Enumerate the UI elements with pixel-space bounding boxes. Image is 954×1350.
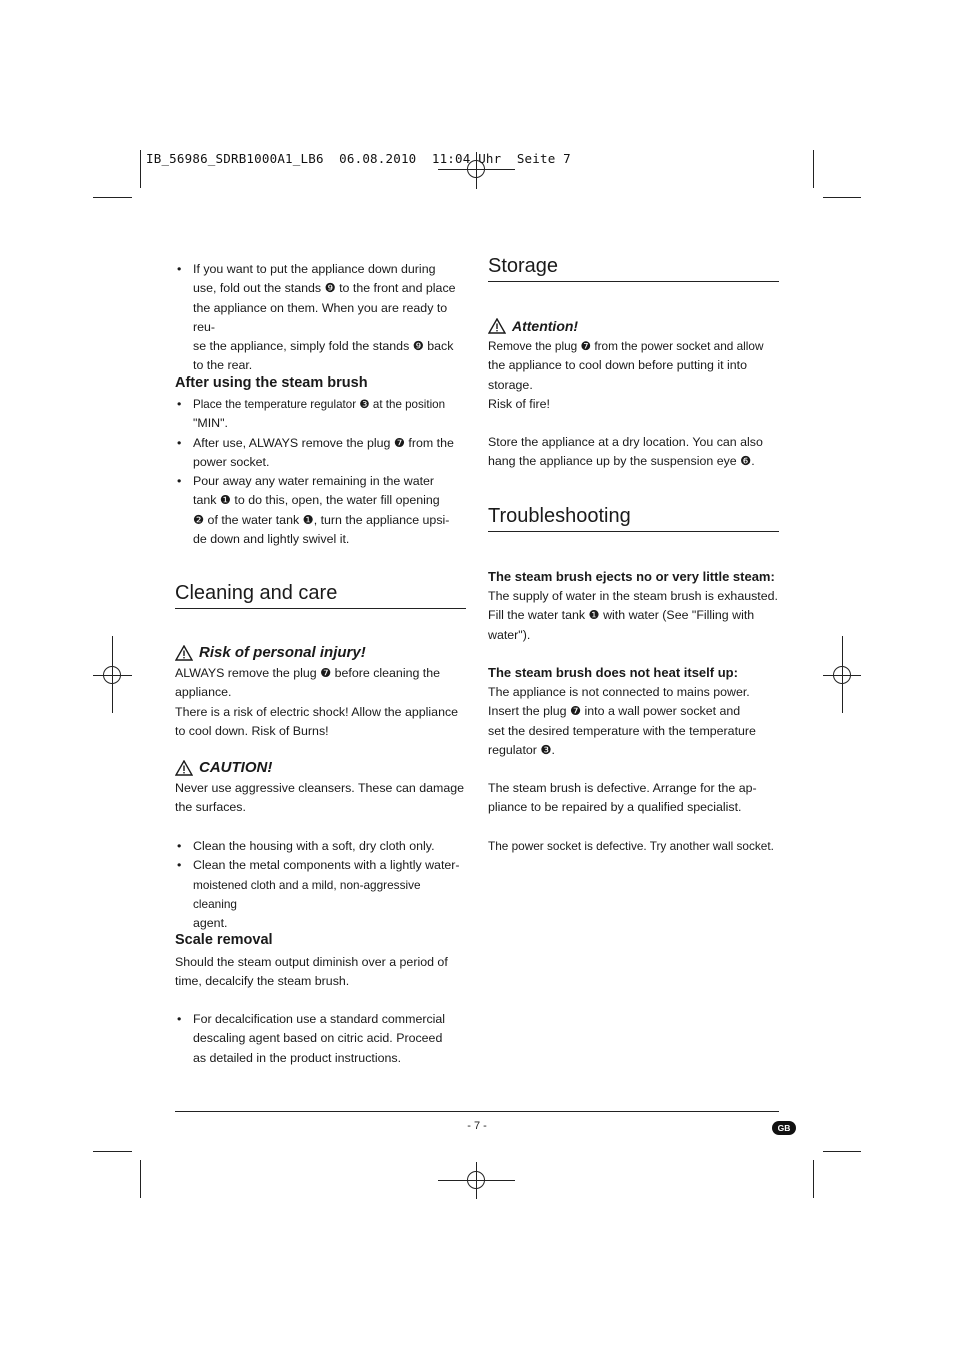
list-item: • Pour away any water remaining in the water tank ❶ to do this, open, the water fill opening ❷ of the water tank ❶, turn the appliance upsi- de down and lightly swivel it. — [175, 472, 466, 549]
scale-removal-text: Should the steam output diminish over a period of time, decalcify the steam brush. — [175, 955, 448, 989]
after-use-bullet-list — [175, 395, 466, 549]
warning-triangle-icon — [175, 645, 193, 661]
list-item: • Clean the metal components with a lightly water- moistened cloth and a mild, non-aggressive cleaning agent. — [175, 856, 466, 933]
caution-heading: CAUTION! — [175, 758, 272, 778]
list-item: • Clean the housing with a soft, dry cloth only. — [175, 837, 466, 856]
problem-no-heat-text: The appliance is not connected to mains power. Insert the plug ❼ into a wall power socket and set the desired temperature with the temperature regulator ❸. — [488, 685, 756, 757]
problem-no-steam-heading: The steam brush ejects no or very little steam: — [488, 569, 775, 584]
language-badge: GB — [772, 1121, 796, 1135]
after-use-heading: After using the steam brush — [175, 375, 368, 391]
footer-rule — [175, 1111, 779, 1112]
page-number: - 7 - — [467, 1120, 487, 1132]
risk-warning-heading: Risk of personal injury! — [175, 643, 366, 663]
problem-no-heat-heading: The steam brush does not heat itself up: — [488, 665, 738, 680]
list-item: • For decalcification use a standard commercial descaling agent based on citric acid. Proceed as detailed in the product instructions. — [175, 1010, 466, 1068]
warning-triangle-icon — [175, 760, 193, 776]
attention-text: Remove the plug ❼ from the power socket and allow the appliance to cool down before putting it into storage. Risk of fire! — [488, 339, 764, 411]
print-slug: IB_56986_SDRB1000A1_LB6 06.08.2010 11:04 Uhr Seite 7 — [146, 151, 571, 166]
cleaning-bullet-list — [175, 837, 466, 933]
list-item: • After use, ALWAYS remove the plug ❼ from the power socket. — [175, 434, 466, 473]
intro-bullet-list — [175, 260, 466, 376]
storage-section-title: Storage — [488, 253, 779, 282]
warning-triangle-icon — [488, 318, 506, 334]
storage-text: Store the appliance at a dry location. You can also hang the appliance up by the suspension eye ❻. — [488, 435, 763, 469]
list-item: • If you want to put the appliance down during use, fold out the stands ❾ to the front and place the appliance on them. When you are ready to reu- se the appliance, simply fold the stands ❾ back to the rear. — [175, 260, 466, 376]
attention-heading: Attention! — [488, 316, 578, 336]
cleaning-section-title: Cleaning and care — [175, 580, 466, 609]
defective-brush-text: The steam brush is defective. Arrange for the ap- pliance to be repaired by a qualified specialist. — [488, 781, 757, 815]
caution-text: Never use aggressive cleansers. These can damage the surfaces. — [175, 781, 465, 815]
scale-removal-heading: Scale removal — [175, 932, 273, 948]
defective-socket-text: The power socket is defective. Try another wall socket. — [488, 839, 774, 853]
troubleshooting-section-title: Troubleshooting — [488, 503, 779, 532]
problem-no-steam-text: The supply of water in the steam brush is exhausted. Fill the water tank ❶ with water (See "Filling with water"). — [488, 589, 778, 642]
scale-bullet-list — [175, 1010, 466, 1068]
risk-warning-text: ALWAYS remove the plug ❼ before cleaning the appliance. There is a risk of electric shock! Allow the appliance to cool down. Risk of Burns! — [175, 666, 459, 738]
list-item: • Place the temperature regulator ❸ at the position "MIN". — [175, 395, 466, 434]
